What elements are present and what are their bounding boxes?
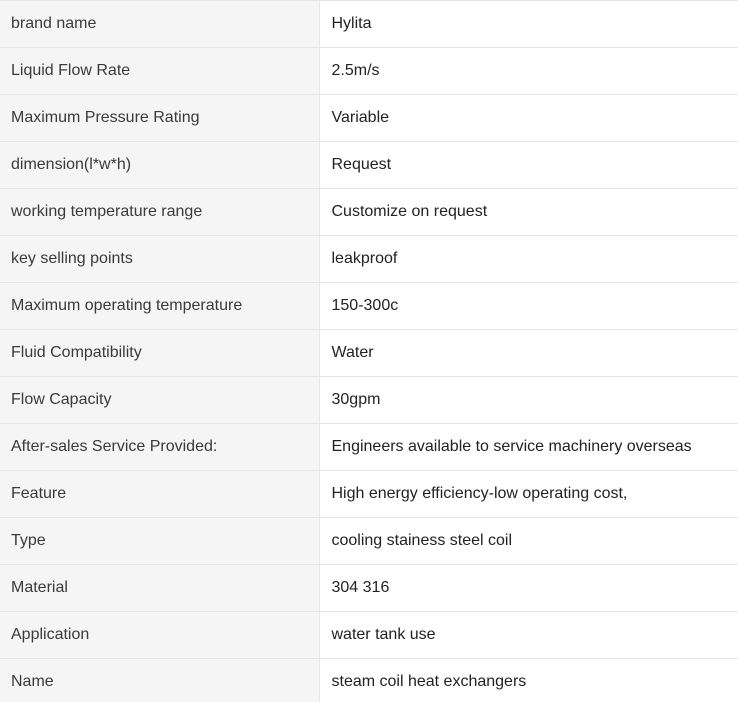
table-row: [0, 518, 738, 565]
spec-value: Request: [319, 142, 738, 189]
spec-value: Water: [319, 330, 738, 377]
table-row: [0, 142, 738, 189]
table-row: [0, 424, 738, 471]
spec-label: Type: [0, 518, 319, 565]
table-row: [0, 189, 738, 236]
table-row: [0, 283, 738, 330]
spec-label: Material: [0, 565, 319, 612]
spec-label: Liquid Flow Rate: [0, 48, 319, 95]
table-row: [0, 659, 738, 702]
spec-value: 30gpm: [319, 377, 738, 424]
spec-label: key selling points: [0, 236, 319, 283]
spec-label: Application: [0, 612, 319, 659]
spec-label: dimension(l*w*h): [0, 142, 319, 189]
spec-value: leakproof: [319, 236, 738, 283]
spec-label: Fluid Compatibility: [0, 330, 319, 377]
spec-value: 304 316: [319, 565, 738, 612]
spec-value: Hylita: [319, 1, 738, 48]
spec-table-body: [0, 1, 738, 702]
spec-label: Name: [0, 659, 319, 702]
spec-value: 150-300c: [319, 283, 738, 330]
spec-value: Customize on request: [319, 189, 738, 236]
spec-value: 2.5m/s: [319, 48, 738, 95]
spec-value: water tank use: [319, 612, 738, 659]
table-row: [0, 565, 738, 612]
spec-value: steam coil heat exchangers: [319, 659, 738, 702]
table-row: [0, 471, 738, 518]
spec-value: cooling stainess steel coil: [319, 518, 738, 565]
spec-label: brand name: [0, 1, 319, 48]
spec-value: Variable: [319, 95, 738, 142]
table-row: [0, 330, 738, 377]
spec-label: Feature: [0, 471, 319, 518]
spec-label: After-sales Service Provided:: [0, 424, 319, 471]
table-row: [0, 377, 738, 424]
spec-label: Flow Capacity: [0, 377, 319, 424]
table-row: [0, 48, 738, 95]
spec-value: Engineers available to service machinery overseas: [319, 424, 738, 471]
table-row: [0, 236, 738, 283]
table-row: [0, 95, 738, 142]
table-row: [0, 1, 738, 48]
spec-value: High energy efficiency-low operating cost,: [319, 471, 738, 518]
spec-label: working temperature range: [0, 189, 319, 236]
spec-label: Maximum operating temperature: [0, 283, 319, 330]
table-row: [0, 612, 738, 659]
spec-label: Maximum Pressure Rating: [0, 95, 319, 142]
